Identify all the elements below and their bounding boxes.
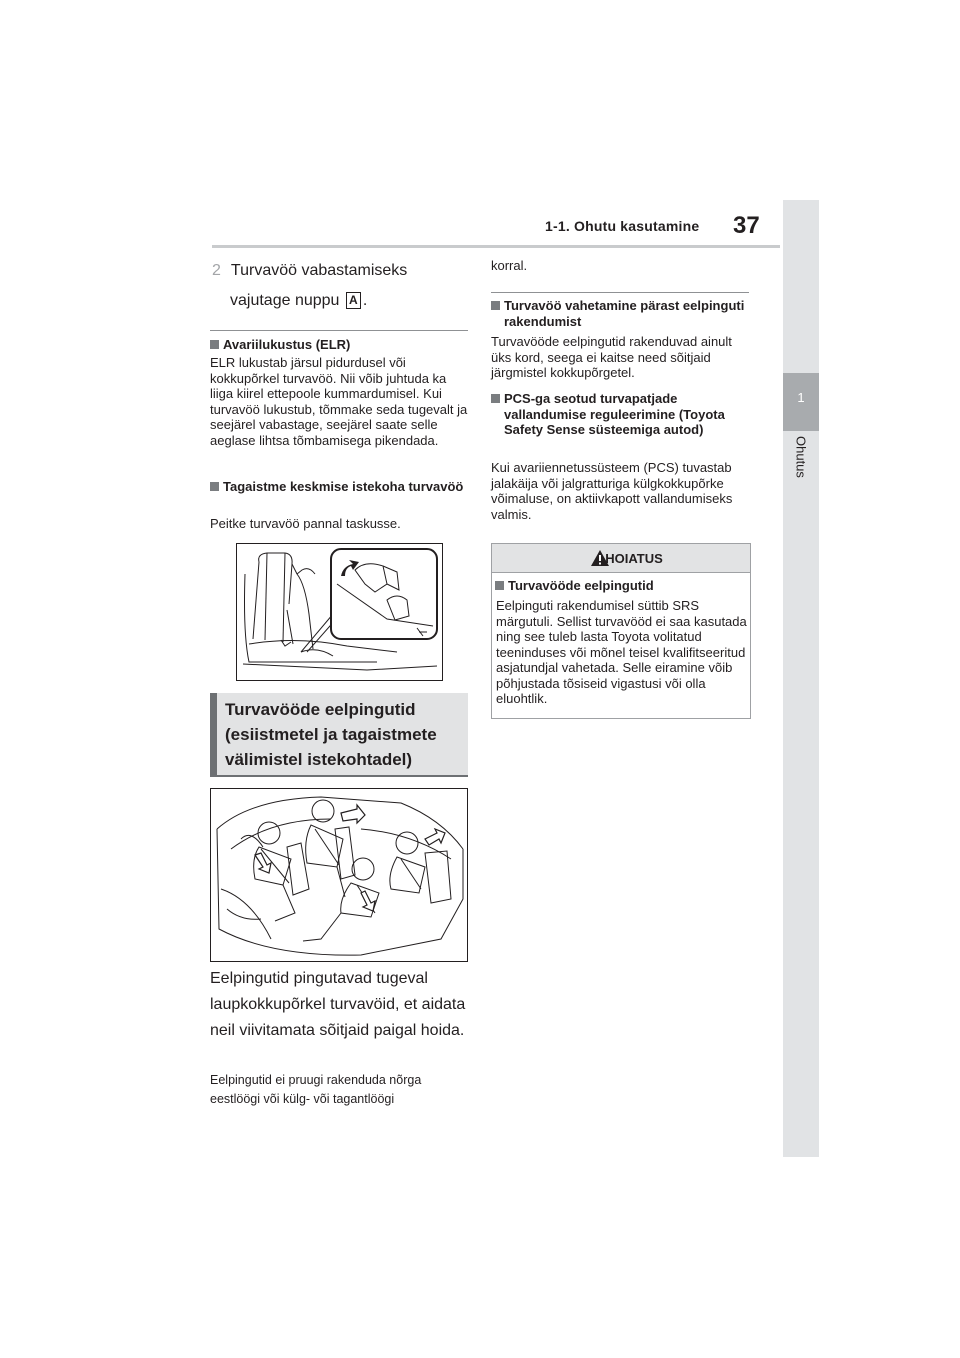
pcs-heading: PCS-ga seotud turvapatjade vallandumise reguleerimine (Toyota Safety Sense süsteemiga autod)	[491, 391, 749, 438]
rear-seat-drawing	[237, 544, 442, 680]
square-bullet-icon	[491, 394, 500, 403]
pretensioner-body: Eelpingutid pingutavad tugeval laupkokkupõrkel turvavöid, et aidata neil viivitamata sõitjaid paigal hoida.	[210, 970, 466, 1039]
header-section-title: 1-1. Ohutu kasutamine	[545, 218, 700, 234]
continuation-text: korral.	[491, 258, 528, 273]
elr-heading: Avariilukustus (ELR)	[210, 337, 468, 353]
pcs-text: Kui avariiennetussüsteem (PCS) tuvastab jalakäija või jalgratturiga külgkokkupõrke võimaluse, on aktiivkapott vallandumiseks valmis.	[491, 460, 733, 522]
warning-heading: Turvavööde eelpingutid	[495, 578, 745, 594]
page-number: 37	[733, 212, 760, 239]
divider	[210, 330, 468, 331]
center-seat-text: Peitke turvavöö pannal taskusse.	[210, 516, 401, 531]
section-heading-bar	[210, 693, 217, 775]
warning-text: Eelpinguti rakendumisel süttib SRS märgutuli. Sellist turvavööd ei saa kasutada ning see tuleb lasta Toyota volitatud teeninduses või mõnel teisel kvalifitseeritud asjatundjal vahetada. Selle eiramine võib põhjustada tõsiseid vigastusi või olla eluohtlik.	[496, 598, 747, 706]
step-line2: vajutage nuppu	[230, 292, 340, 309]
section-heading-rule	[210, 775, 468, 777]
square-bullet-icon	[210, 340, 219, 349]
pretensioner-note: Eelpingutid ei pruugi rakenduda nõrga eestlöögi või külg- või tagantlöögi	[210, 1073, 422, 1106]
step-line2-end: .	[362, 292, 368, 309]
rear-seat-illustration	[236, 543, 443, 681]
replace-text: Turvavööde eelpingutid rakenduvad ainult üks kord, seega ei kaitse need sõitjaid järgmistel kokkupõrgetel.	[491, 334, 732, 380]
warning-box	[491, 543, 751, 719]
step-number: 2	[212, 262, 221, 279]
square-bullet-icon	[495, 581, 504, 590]
header-rule	[212, 245, 780, 248]
car-occupants-drawing	[211, 789, 467, 961]
section-heading-title: Turvavööde eelpingutid (esiistmetel ja tagaistmete välimistel istekohtadel)	[225, 700, 437, 769]
chapter-label: Ohutus	[793, 436, 809, 478]
center-seat-heading: Tagaistme keskmise istekoha turvavöö	[210, 479, 468, 495]
replace-heading: Turvavöö vahetamine pärast eelpinguti rakendumist	[491, 298, 749, 329]
square-bullet-icon	[491, 301, 500, 310]
section-heading-pretensioners	[210, 693, 468, 775]
warning-title: HOIATUS	[605, 551, 663, 566]
warning-header	[492, 544, 750, 573]
callout-a-icon: A	[346, 292, 361, 309]
step-line1: Turvavöö vabastamiseks	[230, 262, 408, 279]
divider	[491, 292, 749, 293]
step-2	[212, 258, 472, 314]
square-bullet-icon	[210, 482, 219, 491]
pretensioner-illustration	[210, 788, 468, 962]
chapter-tab-bar	[783, 200, 819, 1157]
elr-text: ELR lukustab järsul pidurdusel või kokkupõrkel turvavöö. Nii võib juhtuda ka liiga kiirel ettepoole kummardumisel. Kui turvavöö lukustub, tõmmake seda tugevalt ja seejärel vabastage, seejärel saate selle aeglase lihtsa tõmbamisega pikendada.	[210, 355, 468, 448]
chapter-number: 1	[797, 390, 805, 405]
